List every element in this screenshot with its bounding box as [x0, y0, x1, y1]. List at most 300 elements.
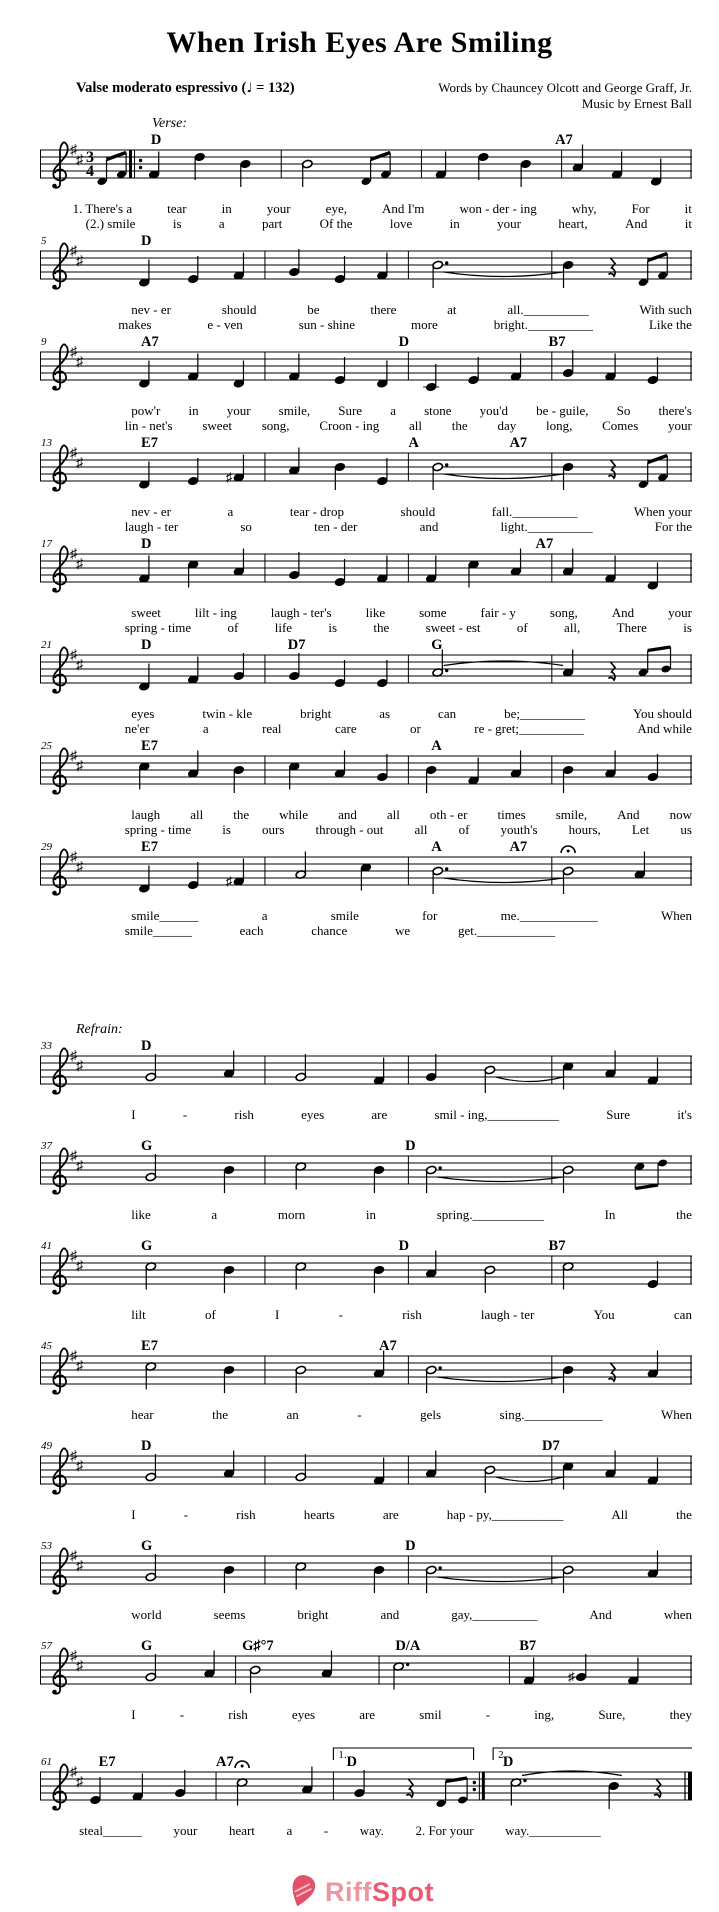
lyric-word: And — [624, 216, 648, 231]
lyric-word: a — [218, 216, 225, 231]
lyric-word: and — [419, 519, 439, 534]
treble-clef-icon — [52, 344, 68, 390]
lyric-word: there's — [658, 403, 692, 418]
lyric-word: smil — [419, 1707, 442, 1722]
lyric-word: is — [222, 822, 231, 837]
lyrics-block — [40, 807, 692, 837]
lyric-word: it's — [677, 1107, 692, 1122]
refrain-label: Refrain: — [76, 1022, 123, 1037]
sharp-icon: ♯ — [76, 1159, 83, 1174]
lyric-word: stone — [424, 403, 452, 418]
accidental-sharp-icon: ♯ — [568, 1669, 575, 1684]
sharp-icon: ♯ — [70, 547, 77, 562]
lyric-word: a — [211, 1207, 218, 1222]
lyric-word: the — [233, 807, 250, 822]
lyric-word: in — [365, 1207, 377, 1222]
system-5 — [40, 235, 692, 332]
lyric-word: through - out — [315, 822, 384, 837]
treble-clef-icon — [52, 1048, 68, 1094]
measure-number: 5 — [41, 235, 47, 247]
lyric-word: sweet - est — [425, 620, 481, 635]
lyric-word: eyes — [291, 1707, 316, 1722]
lyrics-block — [40, 706, 692, 736]
sharp-icon: ♯ — [76, 1775, 83, 1790]
lyric-word: sun - shine — [298, 317, 356, 332]
lyric-word: For — [631, 201, 650, 216]
lyric-word: Like the — [648, 317, 692, 332]
system-37 — [40, 1140, 692, 1222]
lyric-line — [40, 1607, 692, 1622]
treble-clef-icon — [52, 1448, 68, 1494]
lyric-word: Comes — [602, 418, 639, 433]
lyric-word: seems — [213, 1607, 246, 1622]
measure-number: 13 — [41, 437, 52, 449]
treble-clef-icon — [52, 546, 68, 592]
lyric-word: of — [516, 620, 528, 635]
sharp-icon: ♯ — [70, 1149, 77, 1164]
credits-row — [0, 60, 719, 112]
lyric-word: an — [286, 1407, 299, 1422]
lyric-word: your — [668, 605, 692, 620]
chord-symbol: D — [150, 132, 162, 148]
lyrics-block — [40, 504, 692, 534]
lyric-word: world — [131, 1607, 162, 1622]
lyric-word: your — [497, 216, 521, 231]
lyric-word: can — [438, 706, 457, 721]
lyric-word: as — [379, 706, 391, 721]
staff-system — [40, 740, 692, 802]
sharp-icon: ♯ — [70, 850, 77, 865]
lyric-word: When your — [633, 504, 692, 519]
chord-symbol: D — [141, 1438, 152, 1454]
lyric-word: are — [382, 1507, 399, 1522]
lyric-line — [40, 706, 692, 721]
lyric-word: lilt - ing — [194, 605, 237, 620]
lyric-word: eye, — [325, 201, 347, 216]
lyric-word: gels — [420, 1407, 442, 1422]
staff-system — [40, 336, 692, 398]
lyric-word: - — [485, 1707, 491, 1722]
lyric-word: real — [262, 721, 282, 736]
treble-clef-icon — [52, 142, 68, 188]
lyric-word: it — [684, 216, 692, 231]
lyric-word: morn — [277, 1207, 306, 1222]
measure-number: 57 — [41, 1640, 52, 1652]
lyric-word: the — [451, 418, 468, 433]
system-13 — [40, 437, 692, 534]
lyric-line — [40, 908, 692, 923]
chord-symbol: A7 — [379, 1338, 397, 1354]
system-45 — [40, 1340, 692, 1422]
lyric-word: light.__________ — [500, 519, 593, 534]
measure-number: 53 — [41, 1540, 52, 1552]
lyric-word: all — [414, 822, 428, 837]
lyric-word: ne'er — [124, 721, 150, 736]
chord-symbol: D — [141, 536, 152, 552]
lyric-word: like — [131, 1207, 151, 1222]
lyric-word: your — [173, 1823, 198, 1838]
lyric-word: at — [447, 302, 457, 317]
lyric-word: chance — [311, 923, 348, 938]
lyric-word: smile, — [555, 807, 588, 822]
lyric-word: laugh - ter — [124, 519, 179, 534]
lyric-word: I — [275, 1307, 280, 1322]
verse-label: Verse: — [152, 116, 187, 131]
lyric-word: sweet — [202, 418, 232, 433]
lyric-word: for — [422, 908, 438, 923]
lyric-word: in — [188, 403, 199, 418]
measure-number: 41 — [41, 1240, 52, 1252]
chord-symbol: D — [141, 637, 152, 653]
sharp-icon: ♯ — [76, 1459, 83, 1474]
lyric-word: more — [411, 317, 438, 332]
credit-music: Music by Ernest Ball — [581, 96, 692, 111]
time-signature-bottom: 4 — [86, 163, 94, 180]
sharp-icon: ♯ — [76, 355, 83, 370]
staff-system — [40, 1240, 692, 1302]
lyric-line — [40, 403, 692, 418]
lyric-word: spring - time — [124, 822, 192, 837]
lyric-word: each — [239, 923, 264, 938]
lyric-word: all, — [564, 620, 581, 635]
chord-symbol: E7 — [141, 839, 158, 855]
sharp-icon: ♯ — [70, 1049, 77, 1064]
credits — [438, 80, 692, 112]
lyric-word: song, — [549, 605, 578, 620]
measure-number: 17 — [41, 538, 52, 550]
lyric-word: smil - ing,___________ — [434, 1107, 560, 1122]
logo-text-riff: Riff — [325, 1876, 372, 1907]
staff-system — [40, 1740, 692, 1818]
lyric-word: day — [497, 418, 517, 433]
lyric-word: of — [458, 822, 470, 837]
lyric-word: won - der - ing — [459, 201, 537, 216]
chord-symbol: E7 — [141, 738, 158, 754]
lyric-line — [40, 216, 692, 231]
lyric-word: be - guile, — [536, 403, 589, 418]
accidental-sharp-icon: ♯ — [225, 469, 233, 485]
staff-system — [40, 134, 692, 196]
lyric-word: rish — [234, 1107, 254, 1122]
system-25 — [40, 740, 692, 837]
chord-symbol: A7 — [141, 334, 159, 350]
treble-clef-icon — [52, 1648, 68, 1694]
lyric-word: lin - net's — [124, 418, 173, 433]
staff-system — [40, 437, 692, 499]
time-signature-top: 3 — [86, 149, 94, 166]
lyric-word: rish — [402, 1307, 422, 1322]
lyric-word: 1. There's a — [72, 201, 133, 216]
chord-symbol: D — [398, 334, 410, 350]
lyric-word: now — [669, 807, 692, 822]
lyric-word: hap - py,___________ — [446, 1507, 564, 1522]
lyric-word: For the — [654, 519, 692, 534]
lyric-line — [40, 201, 692, 216]
lyric-word: your — [668, 418, 692, 433]
lyric-word: And I'm — [382, 201, 425, 216]
lyric-word: and — [338, 807, 357, 822]
lyric-word: makes — [118, 317, 152, 332]
measure-number: 29 — [41, 841, 52, 853]
system-9 — [40, 336, 692, 433]
accidental-sharp-icon: ♯ — [225, 873, 233, 889]
lyric-word: the — [676, 1507, 692, 1522]
staff-system — [40, 1440, 692, 1502]
lyrics-block — [40, 908, 692, 938]
lyric-line — [40, 923, 692, 938]
quarter-note-icon: ♩ — [246, 81, 253, 96]
lyric-word: me.____________ — [500, 908, 598, 923]
sharp-icon: ♯ — [70, 1549, 77, 1564]
system-41 — [40, 1240, 692, 1322]
chord-symbol: G — [431, 637, 443, 653]
sharp-icon: ♯ — [76, 1659, 83, 1674]
chord-symbol: A — [408, 435, 419, 451]
lyric-word: sing.____________ — [499, 1407, 603, 1422]
staff-system — [40, 1140, 692, 1202]
lyric-word: part — [262, 216, 283, 231]
lyrics-block — [40, 1607, 692, 1622]
chord-symbol: D — [502, 1754, 514, 1770]
lyric-line — [40, 721, 692, 736]
lyric-word: eyes — [131, 706, 155, 721]
credit-words: Words by Chauncey Olcott and George Graff, Jr. — [438, 80, 692, 95]
lyrics-block — [40, 1207, 692, 1222]
lyric-word: the — [676, 1207, 692, 1222]
chord-symbol: B7 — [548, 334, 566, 350]
lyric-word: long, — [546, 418, 573, 433]
lyric-word: when — [663, 1607, 692, 1622]
lyric-line — [40, 620, 692, 635]
staff-system — [40, 1340, 692, 1402]
lyric-word: life — [274, 620, 293, 635]
sharp-icon: ♯ — [70, 244, 77, 259]
treble-clef-icon — [52, 1248, 68, 1294]
lyric-word: And — [617, 807, 640, 822]
sharp-icon: ♯ — [76, 1259, 83, 1274]
lyric-word: your — [226, 403, 251, 418]
chord-symbol: D — [141, 1038, 152, 1054]
lyric-word: steal______ — [79, 1823, 142, 1838]
lyric-word: gay,__________ — [451, 1607, 538, 1622]
lyric-word: Sure, — [598, 1707, 626, 1722]
chord-symbol: G — [141, 1538, 153, 1554]
lyric-word: way. — [359, 1823, 384, 1838]
lyric-word: ten - der — [314, 519, 358, 534]
lyric-word: lilt — [131, 1307, 146, 1322]
chord-symbol: D/A — [395, 1638, 421, 1654]
logo-text-spot: Spot — [371, 1876, 434, 1907]
lyric-word: bright — [297, 1607, 329, 1622]
lyric-word: Of the — [319, 216, 353, 231]
staff-system — [40, 639, 692, 701]
lyric-line — [40, 1507, 692, 1522]
lyric-word: like — [365, 605, 386, 620]
system-pickup — [40, 134, 692, 231]
lyric-word: sweet — [131, 605, 161, 620]
chord-symbol: E7 — [141, 435, 158, 451]
sharp-icon: ♯ — [70, 345, 77, 360]
score — [0, 116, 719, 1838]
lyric-word: a — [227, 504, 234, 519]
chord-symbol: G♯°7 — [242, 1638, 274, 1654]
lyric-word: rish — [228, 1707, 248, 1722]
chord-symbol: D — [405, 1138, 416, 1154]
lyric-word: - — [357, 1407, 362, 1422]
lyric-word: they — [669, 1707, 692, 1722]
sharp-icon: ♯ — [76, 1559, 83, 1574]
lyric-word: And — [589, 1607, 612, 1622]
lyric-word: it — [684, 201, 692, 216]
sharp-icon: ♯ — [76, 658, 83, 673]
chord-symbol: B7 — [548, 1238, 566, 1254]
lyrics-block — [40, 403, 692, 433]
sharp-icon: ♯ — [70, 749, 77, 764]
system-21 — [40, 639, 692, 736]
lyric-word: I — [131, 1507, 136, 1522]
lyric-word: times — [497, 807, 526, 822]
lyric-word: (2.) smile — [85, 216, 136, 231]
sharp-icon: ♯ — [70, 1349, 77, 1364]
sharp-icon: ♯ — [70, 1449, 77, 1464]
lyric-word: all — [409, 418, 423, 433]
chord-symbol: A — [431, 738, 442, 754]
lyric-word: So — [616, 403, 631, 418]
lyric-word: youth's — [500, 822, 538, 837]
chord-symbol: A — [431, 839, 442, 855]
sharp-icon: ♯ — [76, 456, 83, 471]
system-53 — [40, 1540, 692, 1622]
lyric-word: fair - y — [480, 605, 516, 620]
lyric-word: smile______ — [131, 908, 199, 923]
treble-clef-icon — [52, 1764, 68, 1810]
lyric-word: tear — [167, 201, 187, 216]
sharp-icon: ♯ — [70, 1249, 77, 1264]
lyric-word: I — [131, 1707, 136, 1722]
lyric-word: nev - er — [131, 302, 171, 317]
guitar-pick-icon — [285, 1872, 319, 1912]
page-title: When Irish Eyes Are Smiling — [166, 26, 553, 59]
lyric-word: can — [673, 1307, 692, 1322]
system-33 — [40, 1040, 692, 1122]
chord-symbol: A7 — [535, 536, 554, 552]
lyric-word: are — [359, 1707, 376, 1722]
lyric-line — [40, 1823, 692, 1838]
lyric-word: all.__________ — [507, 302, 589, 317]
staff-system — [40, 235, 692, 297]
lyric-word: a — [202, 721, 209, 736]
lyric-word: heart, — [558, 216, 588, 231]
chord-symbol: D — [346, 1754, 357, 1770]
lyric-word: re - gret;__________ — [474, 721, 585, 736]
chord-symbol: D7 — [287, 637, 306, 653]
sharp-icon: ♯ — [70, 143, 77, 158]
lyric-word: the — [212, 1407, 229, 1422]
lyric-word: or — [410, 721, 421, 736]
measure-number: 21 — [41, 639, 52, 651]
riffspot-logo — [0, 1872, 719, 1912]
chord-symbol: D — [141, 233, 152, 249]
chord-symbol: D7 — [542, 1438, 560, 1454]
lyric-word: Let — [631, 822, 650, 837]
sharp-icon: ♯ — [76, 254, 83, 269]
staff-system — [40, 841, 692, 903]
sharp-icon: ♯ — [76, 1059, 83, 1074]
chord-symbol: G — [141, 1238, 153, 1254]
lyric-line — [40, 1407, 692, 1422]
lyrics-block — [40, 1507, 692, 1522]
lyric-line — [40, 822, 692, 837]
tempo-marking: Valse moderato espressivo (♩ = 132) — [76, 80, 295, 96]
lyric-word: are — [371, 1107, 388, 1122]
lyric-line — [40, 418, 692, 433]
lyric-word: hear — [131, 1407, 154, 1422]
treble-clef-icon — [52, 849, 68, 895]
chord-symbol: D — [405, 1538, 416, 1554]
lyric-word: And — [611, 605, 635, 620]
lyric-word: we — [395, 923, 411, 938]
chord-symbol: A7 — [509, 839, 528, 855]
lyric-word: song, — [261, 418, 290, 433]
system-17 — [40, 538, 692, 635]
chord-symbol: E7 — [98, 1754, 116, 1770]
lyric-word: laugh - ter's — [270, 605, 332, 620]
lyric-word: get.____________ — [457, 923, 556, 938]
lyric-word: why, — [571, 201, 597, 216]
sharp-icon: ♯ — [76, 557, 83, 572]
chord-symbol: G — [141, 1138, 153, 1154]
lyric-line — [40, 605, 692, 620]
measure-number: 25 — [41, 740, 52, 752]
lyrics-block — [40, 1307, 692, 1322]
tempo-text: Valse moderato espressivo — [76, 80, 238, 96]
lyric-line — [40, 504, 692, 519]
chord-symbol: A7 — [555, 132, 573, 148]
logo-text — [325, 1877, 434, 1908]
lyric-word: smile — [330, 908, 359, 923]
lyric-line — [40, 1207, 692, 1222]
measure-number: 45 — [41, 1340, 52, 1352]
lyrics-block — [40, 1823, 692, 1838]
lyric-line — [40, 302, 692, 317]
lyric-word: When — [660, 908, 692, 923]
lyric-word: When — [660, 1407, 692, 1422]
lyric-word: In — [604, 1207, 616, 1222]
chord-symbol: B7 — [519, 1638, 537, 1654]
lyric-word: - — [323, 1823, 329, 1838]
lyric-word: - — [182, 1107, 188, 1122]
sharp-icon: ♯ — [70, 648, 77, 663]
chord-symbol: G — [141, 1638, 153, 1654]
lyric-word: fall.__________ — [491, 504, 578, 519]
lyric-word: ours — [262, 822, 285, 837]
tempo-bpm: = 132 — [256, 80, 290, 96]
volta-label: 1. — [338, 1749, 347, 1761]
lyric-word: laugh - ter — [480, 1307, 535, 1322]
lyric-word: so — [240, 519, 252, 534]
lyric-word: a — [261, 908, 268, 923]
lyrics-block — [40, 1407, 692, 1422]
staff-system — [40, 1040, 692, 1102]
staff-system — [40, 538, 692, 600]
lyric-word: care — [334, 721, 357, 736]
lyric-word: there — [370, 302, 397, 317]
lyrics-block — [40, 1707, 692, 1722]
lyric-word: is — [683, 620, 692, 635]
lyric-word: - — [179, 1707, 185, 1722]
chord-symbol: A7 — [216, 1754, 234, 1770]
staff-system — [40, 1540, 692, 1602]
